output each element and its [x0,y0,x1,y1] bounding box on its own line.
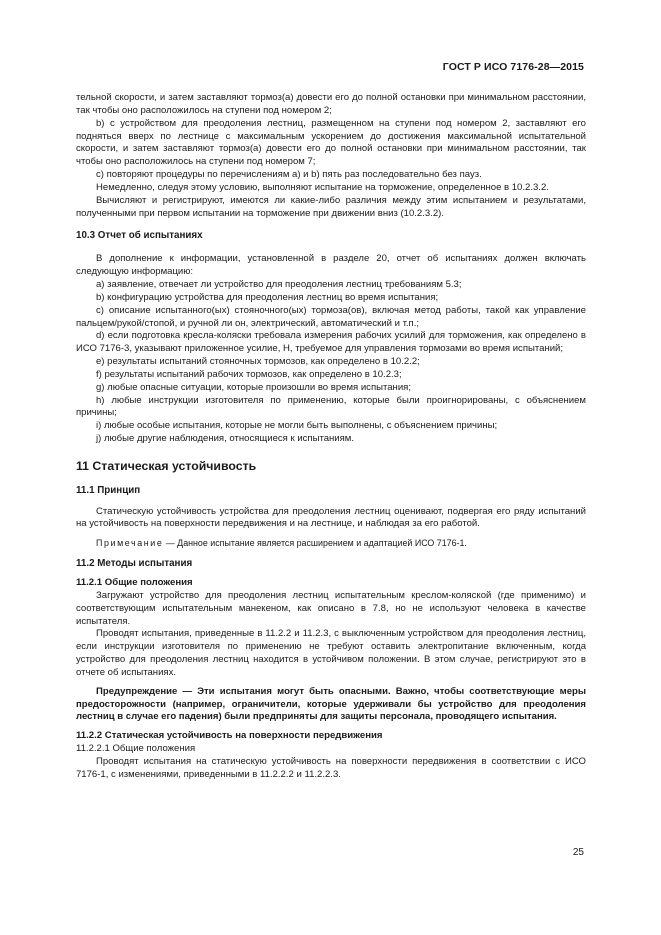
list-item: i) любые особые испытания, которые не могли быть выполнены, с объяснением причины; [96,420,498,432]
list-item: b) конфигурацию устройства для преодоления лестниц во время испытания; [96,291,439,303]
paragraph: Загружают устройство для преодоления лестниц испытательным креслом-коляской (где применимо) и соответствующим испытательным манекеном, как описано в 7.8, но не используют человека в качестве испытателя. [76,589,586,627]
list-item: f) результаты испытаний рабочих тормозов, как определено в 10.2.3; [96,368,402,380]
subsection-heading-11-2-2-1: 11.2.2.1 Общие положения [76,743,196,755]
list-item-b: b) с устройством для преодоления лестниц, размещенном на ступени под номером 2, заставляют его подняться вверх по лестнице с максимальным ускорением до достижения максимальной испытательной скорости, и затем заставляют тормоз(а) довести его до полной остановки при минимальном расстоянии, так чтобы оно расположилось на ступени под номером 7; [76,117,586,168]
section-heading-11: 11 Статическая устойчивость [76,458,257,473]
note-text: — Данное испытание является расширением и адаптацией ИСО 7176-1. [163,538,467,549]
section-heading-11-2-1: 11.2.1 Общие положения [76,577,193,588]
warning-paragraph: Предупреждение — Эти испытания могут быть опасными. Важно, чтобы соответствующие меры предосторожности (например, ограничители, которые удерживали бы устройство для преодоления лестниц в случае его падения) были предприняты для защиты персонала, проводящего испытания. [76,685,586,723]
page-number: 25 [572,847,584,858]
continuation-paragraph: тельной скорости, и затем заставляют тормоз(а) довести его до полной остановки при минимальном расстоянии, так чтобы оно расположилось на ступени под номером 2; [76,92,586,116]
list-item: g) любые опасные ситуации, которые произошли во время испытания; [96,381,411,393]
standard-header: ГОСТ Р ИСО 7176-28—2015 [442,61,584,73]
section-heading-10-3: 10.3 Отчет об испытаниях [76,230,203,242]
note [76,537,586,550]
paragraph: Проводят испытания на статическую устойчивость на поверхности передвижения в соответствии с ИСО 7176-1, с изменениями, приведенными в 11.2.2.2 и 11.2.2.3. [76,755,586,780]
list-item: e) результаты испытаний стояночных тормозов, как определено в 10.2.2; [96,356,420,368]
note-label: Примечание [96,538,164,549]
list-item: c) описание испытанного(ых) стояночного(ых) тормоза(ов), включая метод работы, такой как управление пальцем/рукой/стопой, и ручной ли он, электрический, автоматический и т.п.; [76,304,586,329]
paragraph: Проводят испытания, приведенные в 11.2.2 и 11.2.3, с выключенным устройством для преодоления лестниц, если инструкции изготовителя по применению не требуют оставить электропитание включенным, когда устройство для преодоления лестниц находится в устойчивом положении. В этом случае, регистрируют это в отчете об испытаниях. [76,628,586,678]
paragraph: В дополнение к информации, установленной в разделе 20, отчет об испытаниях должен включать следующую информацию: [76,253,586,278]
section-heading-11-2: 11.2 Методы испытания [76,558,193,570]
section-heading-11-1: 11.1 Принцип [76,484,141,496]
section-heading-11-2-2: 11.2.2 Статическая устойчивость на поверхности передвижения [76,730,383,742]
page-content [76,92,586,782]
list-item: d) если подготовка кресла-коляски требовала измерения рабочих усилий для торможения, как определено в ИСО 7176-3, указывают приложенное усилие, Н, требуемое для управления тормозами во время испытаний; [76,330,586,355]
list-item: h) любые инструкции изготовителя по применению, которые были проигнорированы, с объяснением причины; [76,394,586,419]
list-item-c: c) повторяют процедуры по перечислениям a) и b) пять раз последовательно без пауз. [96,169,482,181]
list-item: a) заявление, отвечает ли устройство для преодоления лестниц требованиям 5.3; [96,278,462,290]
paragraph: Статическую устойчивость устройства для преодоления лестниц оценивают, подвергая его ряду испытаний на устойчивость на поверхности передвижения и на лестнице, и наблюдая за его работой. [76,505,586,530]
paragraph: Немедленно, следуя этому условию, выполняют испытание на торможение, определенное в 10.2.3.2. [96,181,549,193]
paragraph: Вычисляют и регистрируют, имеются ли какие-либо различия между этим испытанием и результатами, полученными при первом испытании на торможение при движении вниз (10.2.3.2). [76,194,586,219]
list-item: j) любые другие наблюдения, относящиеся к испытаниям. [96,433,355,445]
